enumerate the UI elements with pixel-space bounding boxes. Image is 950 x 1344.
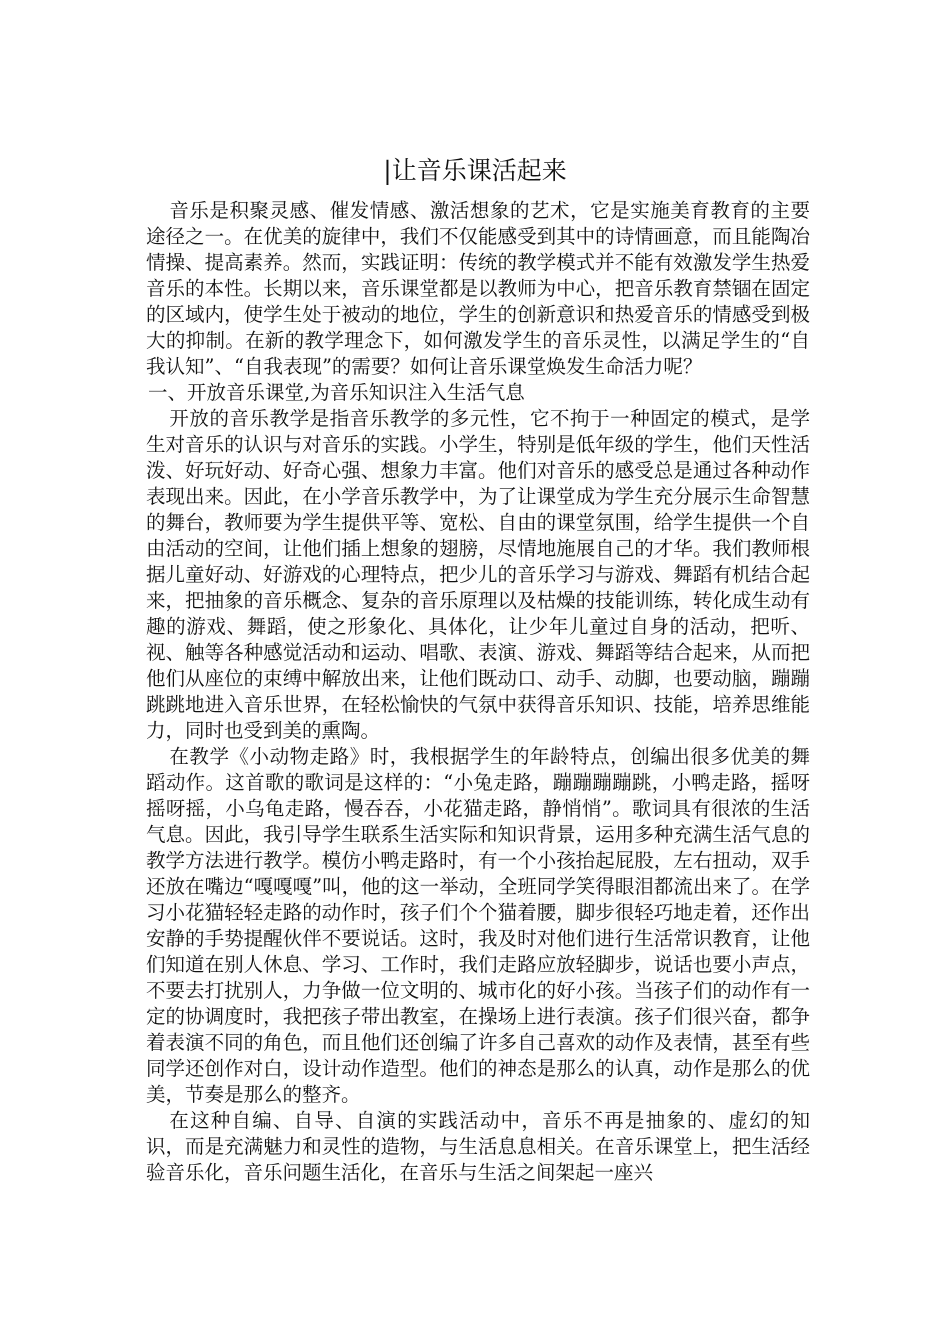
paragraph-animal-walking: 在教学《小动物走路》时，我根据学生的年龄特点，创编出很多优美的舞蹈动作。这首歌的歌词是这样的：“小兔走路，蹦蹦蹦蹦跳，小鸭走路，摇呀摇呀摇，小乌龟走路，慢吞吞，小花猫走路，静悄悄”。歌词具有很浓的生活气息。因此，我引导学生联系生活实际和知识背景，运用多种充满生活气息的教学方法进行教学。模仿小鸭走路时，有一个小孩抬起屁股，左右扭动，双手还放在嘴边“嘎嘎嘎”叫，他的这一举动，全班同学笑得眼泪都流出来了。在学习小花猫轻轻走路的动作时，孩子们个个猫着腰，脚步很轻巧地走着，还作出安静的手势提醒伙伴不要说话。这时，我及时对他们进行生活常识教育，让他们知道在别人休息、学习、工作时，我们走路应放轻脚步，说话也要小声点，不要去打扰别人，力争做一位文明的、城市化的好小孩。当孩子们的动作有一定的协调度时，我把孩子带出教室，在操场上进行表演。孩子们很兴奋，都争着表演不同的角色，而且他们还创编了许多自己喜欢的动作及表情，甚至有些同学还创作对白，设计动作造型。他们的神态是那么的认真，动作是那么的优美，节奏是那么的整齐。 xyxy=(146,745,810,1106)
paragraph-intro: 音乐是积聚灵感、催发情感、激活想象的艺术，它是实施美育教育的主要途径之一。在优美的旋律中，我们不仅能感受到其中的诗情画意，而且能陶冶情操、提高素养。然而，实践证明：传统的教学模式并不能有效激发学生热爱音乐的本性。长期以来，音乐课堂都是以教师为中心，把音乐教育禁锢在固定的区域内，使学生处于被动的地位，学生的创新意识和热爱音乐的情感受到极大的抑制。在新的教学理念下，如何激发学生的音乐灵性，以满足学生的“自我认知”、“自我表现”的需要？如何让音乐课堂焕发生命活力呢？ xyxy=(146,199,810,378)
document-title: |让音乐课活起来 xyxy=(383,156,567,185)
paragraph-practice: 在这种自编、自导、自演的实践活动中，音乐不再是抽象的、虚幻的知识，而是充满魅力和灵性的造物，与生活息息相关。在音乐课堂上，把生活经验音乐化，音乐问题生活化，在音乐与生活之间架起一座兴 xyxy=(146,1109,810,1184)
paragraph-open-classroom: 开放的音乐教学是指音乐教学的多元性，它不拘于一种固定的模式，是学生对音乐的认识与对音乐的实践。小学生，特别是低年级的学生，他们天性活泼、好玩好动、好奇心强、想象力丰富。他们对音乐的感受总是通过各种动作表现出来。因此，在小学音乐教学中，为了让课堂成为学生充分展示生命智慧的舞台，教师要为学生提供平等、宽松、自由的课堂氛围，给学生提供一个自由活动的空间，让他们插上想象的翅膀，尽情地施展自己的才华。我们教师根据儿童好动、好游戏的心理特点，把少儿的音乐学习与游戏、舞蹈有机结合起来，把抽象的音乐概念、复杂的音乐原理以及枯燥的技能训练，转化成生动有趣的游戏、舞蹈，使之形象化、具体化，让少年儿童过自身的活动，把听、视、触等各种感觉活动和运动、唱歌、表演、游戏、舞蹈等结合起来，从而把他们从座位的束缚中解放出来，让他们既动口、动手、动脚，也要动脑，蹦蹦跳跳地进入音乐世界，在轻松愉快的气氛中获得音乐知识、技能，培养思维能力，同时也受到美的熏陶。 xyxy=(146,407,810,742)
section-heading-1: 一、开放音乐课堂,为音乐知识注入生活气息 xyxy=(148,381,525,404)
document-body xyxy=(146,198,810,1186)
